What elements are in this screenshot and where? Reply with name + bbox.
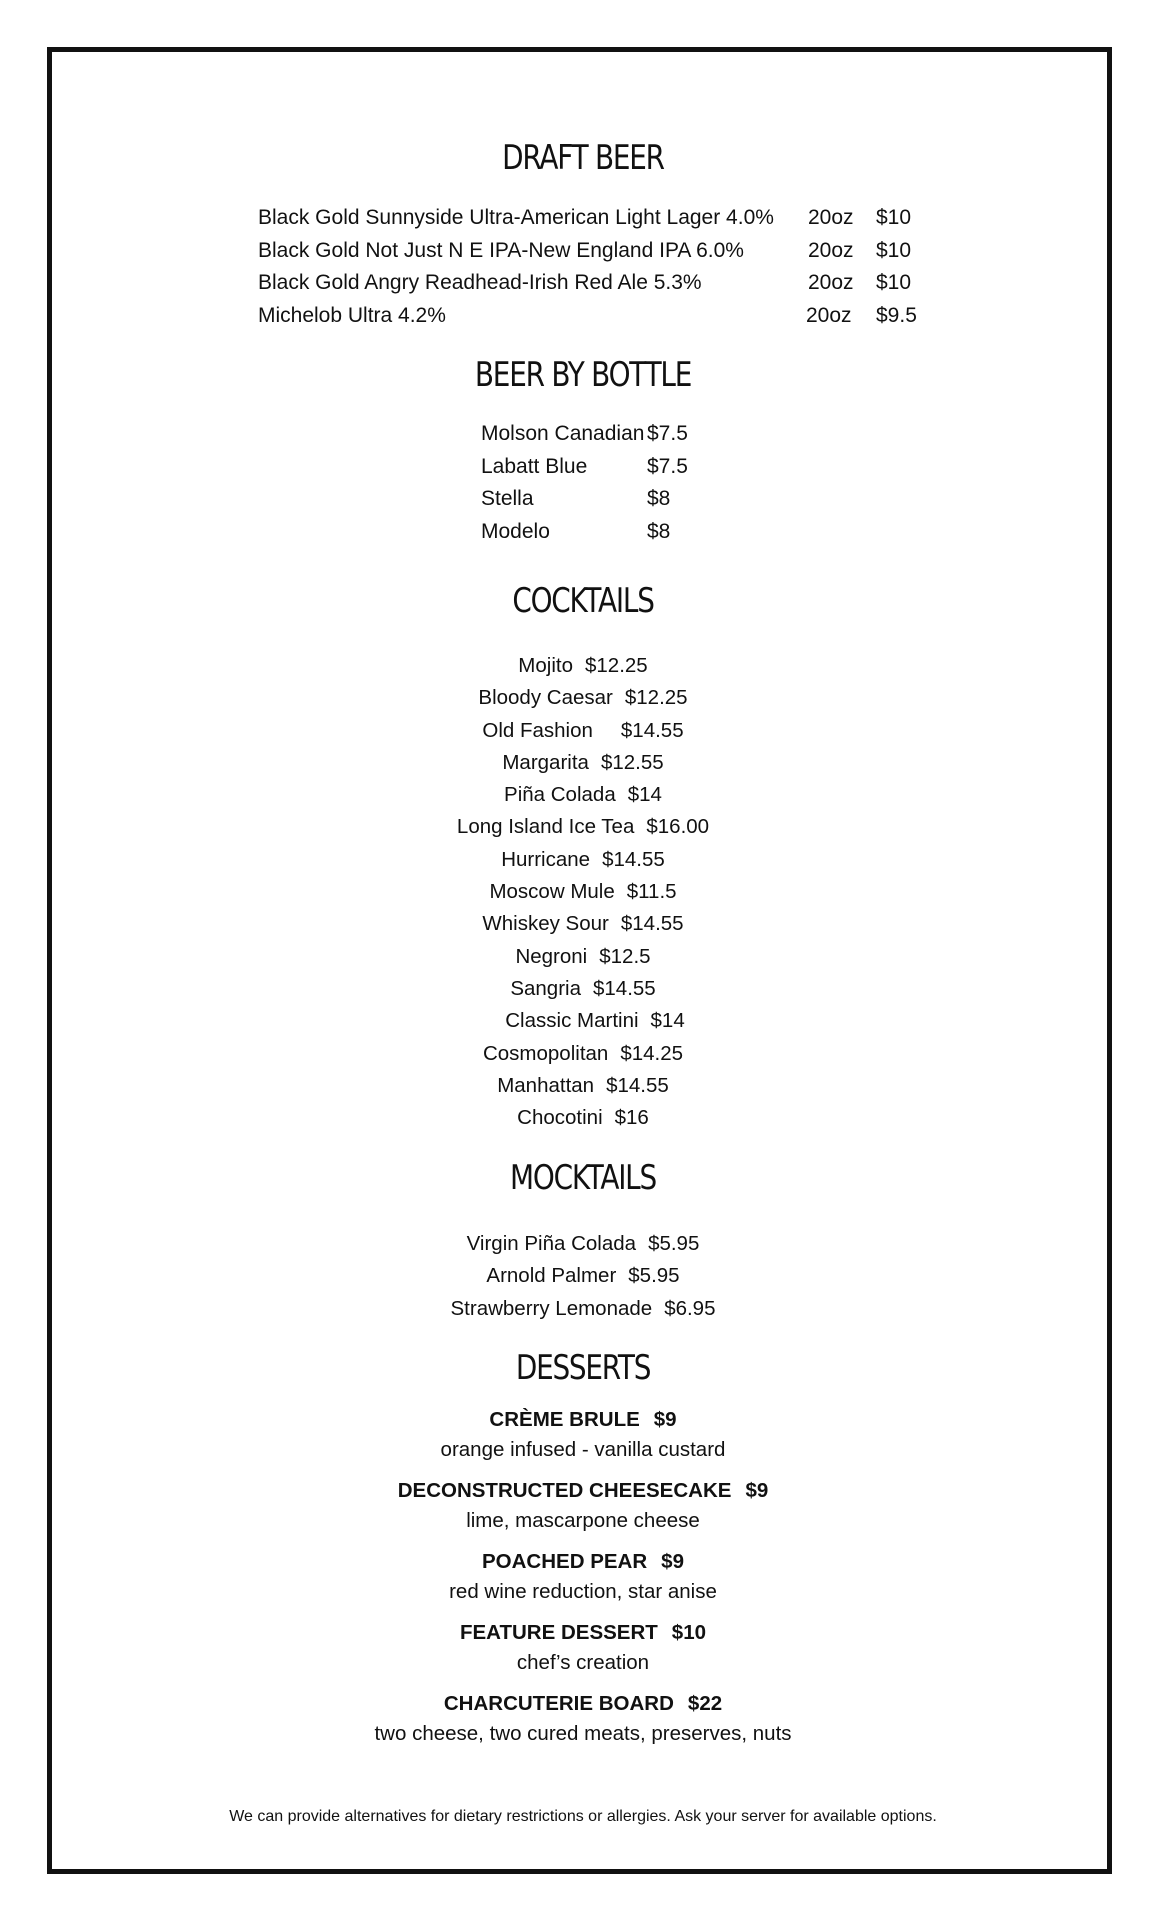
item-name: Bloody Caesar <box>478 686 613 710</box>
item-name: Black Gold Angry Readhead-Irish Red Ale 5.3% <box>258 271 702 294</box>
item-name: CHARCUTERIE BOARD <box>443 1692 674 1715</box>
list-item <box>0 973 1166 1005</box>
item-price: $7.5 <box>647 454 688 478</box>
item-price: $9 <box>653 1408 677 1431</box>
dessert-item <box>0 1618 1166 1678</box>
item-name: POACHED PEAR <box>482 1550 648 1573</box>
item-name: Black Gold Sunnyside Ultra-American Light Lager 4.0% <box>258 206 774 229</box>
list-item <box>0 747 1166 779</box>
item-price: $12.25 <box>624 686 688 710</box>
list-item <box>481 451 721 484</box>
item-price: $10 <box>671 1621 707 1644</box>
item-price: $14.55 <box>602 847 665 871</box>
item-description: orange infused - vanilla custard <box>440 1438 726 1461</box>
beer-by-bottle-title: BEER BY BOTTLE <box>474 355 692 395</box>
item-price: $9 <box>661 1550 684 1573</box>
item-size: 20oz <box>808 238 854 262</box>
list-item <box>0 1005 1166 1037</box>
list-item <box>0 844 1166 876</box>
list-item <box>258 300 918 333</box>
item-name: Labatt Blue <box>481 454 588 478</box>
item-price: $14.55 <box>620 718 684 742</box>
item-name: Negroni <box>515 944 588 968</box>
item-price: $14.55 <box>592 976 656 1000</box>
item-description: chef’s creation <box>516 1651 650 1674</box>
list-item <box>0 876 1166 908</box>
item-name: Old Fashion <box>482 718 593 742</box>
item-name: Strawberry Lemonade <box>450 1296 653 1320</box>
item-name: Margarita <box>502 750 589 774</box>
item-name: Modelo <box>481 519 550 543</box>
item-price: $14.55 <box>606 1073 669 1097</box>
list-item <box>0 941 1166 973</box>
item-name: Black Gold Not Just N E IPA-New England IPA 6.0% <box>258 238 744 262</box>
item-name: Chocotini <box>517 1106 603 1130</box>
desserts-title: DESSERTS <box>515 1348 651 1388</box>
item-name: Mojito <box>518 654 573 677</box>
item-name: DECONSTRUCTED CHEESECAKE <box>397 1479 732 1502</box>
item-size: 20oz <box>806 303 852 327</box>
item-name: Stella <box>481 487 534 510</box>
item-price: $12.55 <box>600 750 664 774</box>
item-price: $9 <box>745 1479 769 1502</box>
desserts-list <box>0 1405 1166 1760</box>
dessert-item <box>0 1547 1166 1607</box>
list-item <box>0 779 1166 811</box>
list-item <box>0 1293 1166 1325</box>
list-item <box>0 1260 1166 1292</box>
item-name: Classic Martini <box>505 1009 639 1033</box>
item-size: 20oz <box>808 206 854 229</box>
dessert-heading <box>0 1476 1166 1506</box>
item-name: Manhattan <box>497 1073 595 1097</box>
item-name: FEATURE DESSERT <box>459 1621 658 1644</box>
item-price: $8 <box>647 487 671 510</box>
mocktails-list <box>0 1228 1166 1325</box>
list-item <box>0 682 1166 714</box>
list-item <box>258 267 918 300</box>
item-price: $6.95 <box>664 1296 716 1320</box>
draft-beer-title: DRAFT BEER <box>502 138 664 178</box>
list-item <box>481 483 721 516</box>
item-price: $8 <box>647 519 671 543</box>
item-price: $14.25 <box>620 1041 684 1065</box>
dessert-item <box>0 1405 1166 1465</box>
item-name: Cosmopolitan <box>482 1041 609 1065</box>
item-description: two cheese, two cured meats, preserves, nuts <box>374 1722 792 1745</box>
dessert-item <box>0 1476 1166 1536</box>
item-name: Sangria <box>510 976 581 1000</box>
beer-by-bottle-list <box>481 418 721 548</box>
item-name: Virgin Piña Colada <box>466 1232 637 1255</box>
item-name: CRÈME BRULE <box>489 1408 640 1431</box>
dessert-heading <box>0 1405 1166 1435</box>
cocktails-list <box>0 650 1166 1134</box>
list-item <box>481 516 721 549</box>
list-item <box>0 1070 1166 1102</box>
dessert-heading <box>0 1618 1166 1648</box>
item-description: red wine reduction, star anise <box>449 1580 717 1603</box>
item-name: Moscow Mule <box>489 880 615 904</box>
item-price: $5.95 <box>648 1232 700 1255</box>
item-size: 20oz <box>808 271 854 294</box>
item-price: $14 <box>627 783 662 807</box>
dietary-footnote: We can provide alternatives for dietary restrictions or allergies. Ask your server for available options. <box>229 1808 937 1825</box>
item-price: $16 <box>614 1106 649 1130</box>
list-item <box>0 811 1166 843</box>
item-name: Arnold Palmer <box>486 1264 617 1288</box>
cocktails-title: COCKTAILS <box>512 581 654 621</box>
list-item <box>481 418 721 451</box>
list-item <box>0 908 1166 940</box>
list-item <box>0 1038 1166 1070</box>
draft-beer-list <box>258 202 918 332</box>
list-item <box>258 202 918 235</box>
list-item <box>0 650 1166 682</box>
list-item <box>258 235 918 268</box>
item-price: $7.5 <box>647 422 688 445</box>
item-name: Piña Colada <box>504 783 616 807</box>
mocktails-title: MOCKTAILS <box>510 1158 656 1198</box>
item-price: $14 <box>650 1009 685 1033</box>
item-description: lime, mascarpone cheese <box>466 1509 700 1532</box>
list-item <box>0 1102 1166 1134</box>
list-item <box>0 1228 1166 1260</box>
item-price: $14.55 <box>620 912 684 936</box>
item-price: $12.5 <box>599 944 651 968</box>
item-price: $10 <box>876 206 912 229</box>
item-name: Whiskey Sour <box>482 912 609 936</box>
item-price: $11.5 <box>626 880 677 904</box>
item-price: $5.95 <box>628 1264 680 1288</box>
item-price: $10 <box>876 271 912 294</box>
item-name: Long Island Ice Tea <box>456 815 635 839</box>
dessert-item <box>0 1689 1166 1749</box>
item-price: $10 <box>876 238 912 262</box>
dessert-heading <box>0 1547 1166 1577</box>
item-name: Molson Canadian <box>481 422 645 445</box>
dessert-heading <box>0 1689 1166 1719</box>
list-item <box>0 715 1166 747</box>
item-name: Michelob Ultra 4.2% <box>258 303 446 327</box>
item-price: $22 <box>687 1692 723 1715</box>
item-price: $16.00 <box>646 815 710 839</box>
item-price: $9.5 <box>876 303 917 327</box>
item-name: Hurricane <box>501 847 591 871</box>
item-price: $12.25 <box>584 654 648 677</box>
